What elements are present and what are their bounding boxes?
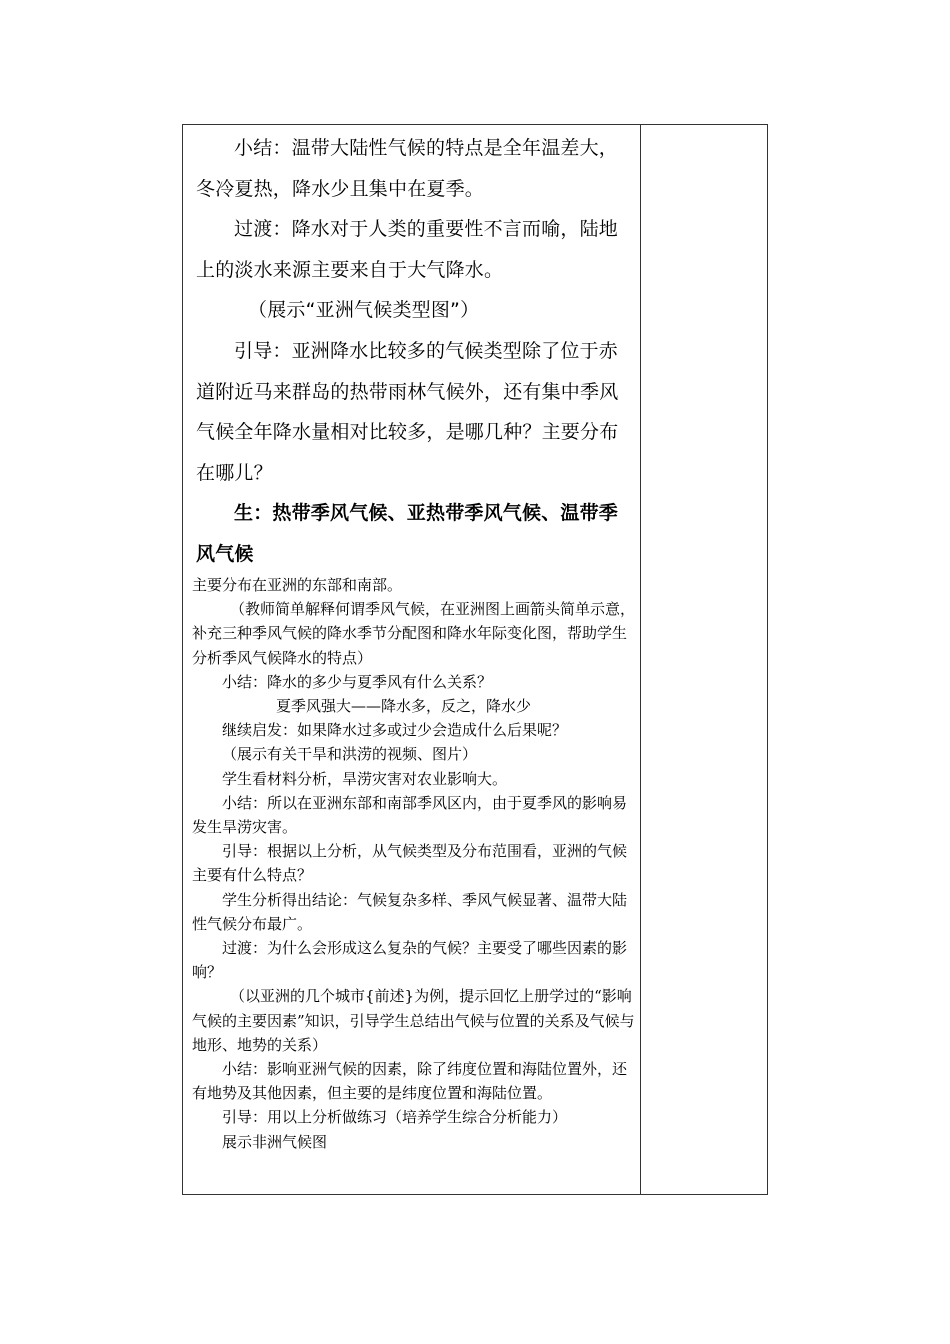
- paragraph-summary-monsoon: 小结：降水的多少与夏季风有什么关系？: [222, 672, 493, 691]
- paragraph-guide-exercise: 引导：用以上分析做练习（培养学生综合分析能力）: [222, 1108, 568, 1127]
- paragraph-summary-temperate: 小结：温带大陆性气候的特点是全年温差大，冬冷夏热，降水少且集中在夏季。: [196, 137, 619, 200]
- lesson-table: [182, 124, 768, 1195]
- paragraph-show-climate-map: （展示“亚洲气候类型图”）: [248, 299, 480, 322]
- paragraph-guide-question: 引导：亚洲降水比较多的气候类型除了位于赤道附近马来群岛的热带雨林气候外，还有集中季风气候全年降水量相对比较多，是哪几种？主要分布在哪儿？: [196, 339, 619, 484]
- paragraph-summary-factors: 小结：影响亚洲气候的因素，除了纬度位置和海陆位置外，还有地势及其他因素，但主要的是纬度位置和海陆位置。: [192, 1060, 628, 1103]
- paragraph-show-africa-map: 展示非洲气候图: [222, 1132, 328, 1151]
- paragraph-guide-features: 引导：根据以上分析，从气候类型及分布范围看，亚洲的气候主要有什么特点？: [192, 842, 628, 885]
- paragraph-student-answer: 生：热带季风气候、亚热带季风气候、温带季风气候: [196, 502, 619, 565]
- paragraph-distribution: 主要分布在亚洲的东部和南部。: [192, 576, 403, 594]
- large-text-section: [196, 128, 634, 575]
- paragraph-monsoon-relation: 夏季风强大——降水多，反之，降水少: [276, 697, 532, 716]
- paragraph-show-video: （展示有关干旱和洪涝的视频、图片）: [222, 745, 478, 764]
- paragraph-student-material: 学生看材料分析，旱涝灾害对农业影响大。: [222, 769, 508, 788]
- paragraph-city-example: （以亚洲的几个城市{前述}为例，提示回忆上册学过的“影响气候的主要因素”知识，引导学生总结出气候与位置的关系及气候与地形、地势的关系）: [192, 987, 635, 1054]
- notes-cell: [641, 125, 767, 1194]
- paragraph-teacher-explanation: （教师简单解释何谓季风气候，在亚洲图上画箭头简单示意，补充三种季风气候的降水季节分配图和降水年际变化图，帮助学生分析季风气候降水的特点）: [192, 600, 636, 667]
- paragraph-student-conclusion: 学生分析得出结论：气候复杂多样、季风气候显著、温带大陆性气候分布最广。: [192, 890, 628, 933]
- paragraph-transition-factors: 过渡：为什么会形成这么复杂的气候？主要受了哪些因素的影响？: [192, 939, 628, 982]
- small-text-section: [192, 573, 638, 1154]
- paragraph-summary-disaster: 小结：所以在亚洲东部和南部季风区内，由于夏季风的影响易发生旱涝灾害。: [192, 793, 628, 837]
- paragraph-continue-inspire: 继续启发：如果降水过多或过少会造成什么后果呢？: [222, 721, 568, 740]
- lesson-content-cell: [183, 125, 640, 1194]
- paragraph-transition-precipitation: 过渡：降水对于人类的重要性不言而喻，陆地上的淡水来源主要来自于大气降水。: [196, 218, 619, 281]
